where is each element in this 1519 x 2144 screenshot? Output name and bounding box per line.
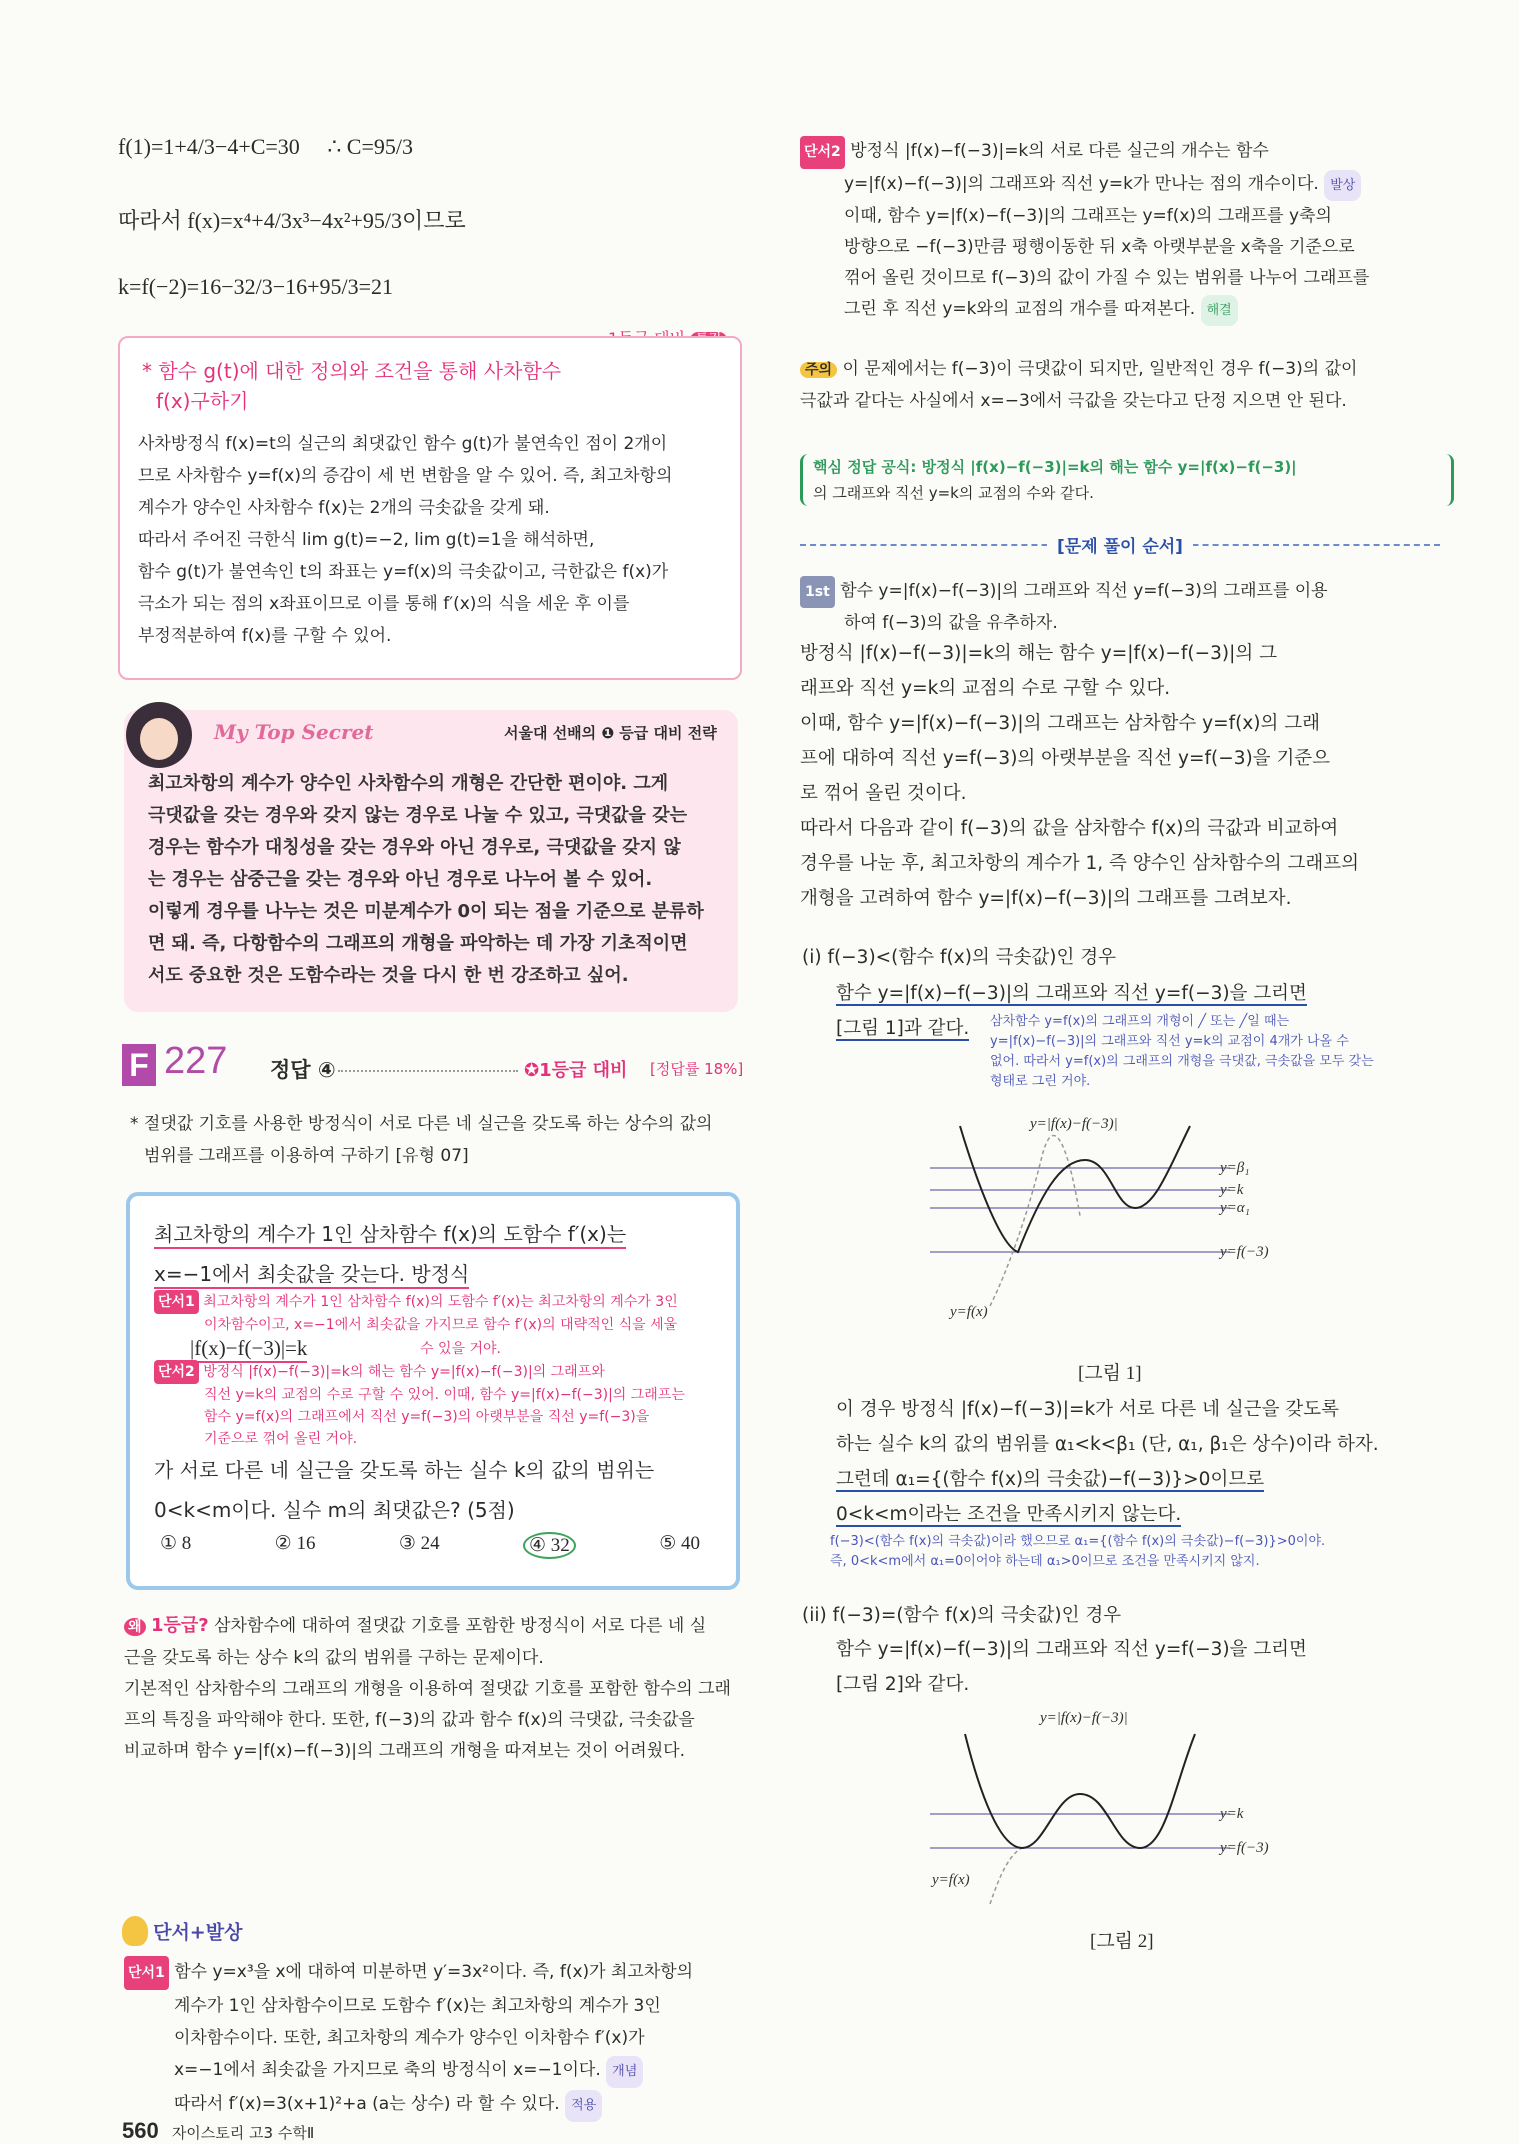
dotted-leader	[338, 1070, 518, 1072]
problem-intro: * 절댓값 기호를 사용한 방정식이 서로 다른 네 실근을 갖도록 하는 상수의 값의 범위를 그래프를 이용하여 구하기 [유형 07]	[130, 1114, 713, 1166]
question-line-2: x=−1에서 최솟값을 갖는다. 방정식	[154, 1258, 469, 1289]
abs-curve	[960, 1126, 1190, 1252]
page-number: 560	[122, 2118, 159, 2143]
secret-subtitle: 서울대 선배의 ❶ 등급 대비 전략	[504, 724, 717, 742]
label-alpha1: y=α₁	[1220, 1200, 1250, 1216]
question-text: 가 서로 다른 네 실근을 갖도록 하는 실수 k의 값의 범위는 0<k<m이다. 실수 m의 최댓값은? (5점)	[154, 1458, 655, 1522]
secret-box	[124, 710, 738, 1012]
case-1-note-2: f(−3)<(함수 f(x)의 극솟값)이라 했으므로 α₁={(함수 f(x)의 극솟값)−f(−3)}>0이야. 즉, 0<k<m에서 α₁=0이어야 하는데 α₁>0이므로 조건을 만족시키지 않지.	[830, 1534, 1326, 1569]
figure-1-caption: [그림 1]	[1078, 1363, 1142, 1384]
figure-1-top-label: y=|f(x)−f(−3)|	[1030, 1116, 1118, 1132]
equation-fx: 따라서 f(x)=x⁴+4/3x³−4x²+95/3이므로	[118, 208, 466, 233]
secret-body: 최고차항의 계수가 양수인 사차함수의 개형은 간단한 편이야. 그게 극댓값을 갖는 경우와 갖지 않는 경우로 나눌 수 있고, 극댓값을 갖는 경우는 함수가 대칭성을 갖는 경우와 아닌 경우로, 극댓값을 갖지 않 는 경우는 삼중근을 갖는 경우와 아닌 경우로 나누어 볼 수 있어. 이렇게 경우를 나누는 것은 미분계수가 0이 되는 점을 기준으로 분류하 면 돼. 즉, 다항함수의 그래프의 개형을 파악하는 데 가장 기초적이면 서도 중요한 것은 도함수라는 것을 다시 한 번 강조하고 싶어.	[148, 773, 704, 986]
why-section: 왜 1등급? 삼차함수에 대하여 절댓값 기호를 포함한 방정식이 서로 다른 네 실 근을 갖도록 하는 상수 k의 값의 범위를 구하는 문제이다. 기본적인 삼차함수의 그래프의 개형을 이용하여 절댓값 기호를 포함한 함수의 그래 프의 특징을 파악해야 한다. 또한, f(−3)의 값과 함수 f(x)의 극댓값, 극솟값을 비교하며 함수 y=|f(x)−f(−3)|의 그래프의 개형을 따져보는 것이 어려웠다.	[124, 1615, 731, 1761]
label-k2: y=k	[1220, 1806, 1244, 1822]
equation-c: f(1)=1+4/3−4+C=30 ∴ C=95/3	[118, 134, 414, 159]
hint-1-cont: 수 있을 거야.	[420, 1341, 501, 1357]
choices	[160, 1532, 700, 1559]
label-f-3-2: y=f(−3)	[1220, 1840, 1269, 1856]
footer	[122, 2118, 314, 2144]
case-1-heading: (i) f(−3)<(함수 f(x)의 극솟값)인 경우	[802, 947, 1116, 968]
equation-k: k=f(−2)=16−32/3−16+95/3=21	[118, 274, 394, 299]
question-box	[126, 1192, 740, 1590]
choice-5[interactable]: ⑤ 40	[659, 1533, 700, 1554]
book-title: 자이스토리 고3 수학Ⅱ	[171, 2124, 315, 2142]
tip-body: 사차방정식 f(x)=t의 실근의 최댓값인 함수 g(t)가 불연속인 점이 2개이 므로 사차함수 y=f(x)의 증감이 세 번 변함을 알 수 있어. 즉, 최고차항의 계수가 양수인 사차함수 f(x)는 2개의 극솟값을 갖게 돼. 따라서 주어진 극한식 lim g(t)=−2, lim g(t)=1을 해석하면, 함수 g(t)가 불연속인 t의 좌표는 y=f(x)의 극솟값이고, 극한값은 f(x)가 극소가 되는 점의 x좌표이므로 이를 통해 f′(x)의 식을 세운 후 이를 부정적분하여 f(x)를 구할 수 있어.	[138, 434, 673, 646]
label-f-3: y=f(−3)	[1220, 1244, 1269, 1260]
case-1-note: 삼차함수 y=f(x)의 그래프의 개형이 ╱ 또는 ╱일 때는 y=|f(x)−f(−3)|의 그래프와 직선 y=k의 교점이 4개가 나올 수 없어. 따라서 y=f(x)의 그래프의 개형을 극댓값, 극솟값을 모두 갖는 형태로 그린 거야.	[990, 1014, 1374, 1089]
solution-step-1: 단서1 함수 y=x³을 x에 대하여 미분하면 y′=3x²이다. 즉, f(x)가 최고차항의 계수가 1인 삼차함수이므로 도함수 f′(x)는 최고차항의 계수가 3인 이차함수이다. 또한, 최고차항의 계수가 양수인 이차함수 f′(x)가 x=−1에서 최솟값을 가지므로 축의 방정식이 x=−1이다. 개념 따라서 f′(x)=3(x+1)²+a (a는 상수) 라 할 수 있다. 적용	[124, 1956, 764, 2122]
choice-4[interactable]: ④ 32	[523, 1532, 576, 1559]
level-badge: ✪1등급 대비	[524, 1060, 628, 1081]
cubic-dashed	[990, 1136, 1080, 1306]
case-1-intro: 함수 y=|f(x)−f(−3)|의 그래프와 직선 y=f(−3)을 그리면 [그림 1]과 같다.	[836, 983, 1307, 1039]
label-beta1: y=β₁	[1220, 1160, 1250, 1176]
question-line-1: 최고차항의 계수가 1인 삼차함수 f(x)의 도함수 f′(x)는	[154, 1218, 626, 1249]
core-formula: 핵심 정답 공식: 방정식 |f(x)−f(−3)|=k의 해는 함수 y=|f(x)−f(−3)| 의 그래프와 직선 y=k의 교점의 수와 같다.	[800, 454, 1454, 506]
hint-2: 단서2 방정식 |f(x)−f(−3)|=k의 해는 함수 y=|f(x)−f(−3)|의 그래프와 직선 y=k의 교점의 수로 구할 수 있어. 이때, 함수 y=|f(x)−f(−3)|의 그래프는 함수 y=f(x)의 그래프에서 직선 y=f(−3)의 아랫부분을 직선 y=f(−3)을 기준으로 꺾어 올린 거야.	[154, 1360, 724, 1450]
label-k: y=k	[1220, 1182, 1244, 1198]
choice-3[interactable]: ③ 24	[398, 1533, 440, 1554]
figure-2-graph	[930, 1724, 1290, 1914]
figure-2-caption: [그림 2]	[1090, 1931, 1154, 1952]
label-fx-2: y=f(x)	[932, 1872, 970, 1888]
correct-rate: [정답률 18%]	[650, 1060, 744, 1078]
case-1-text: 이 경우 방정식 |f(x)−f(−3)|=k가 서로 다른 네 실근을 갖도록 하는 실수 k의 값의 범위를 α₁<k<β₁ (단, α₁, β₁은 상수)이라 하자. 그런데 α₁={(함수 f(x)의 극솟값)−f(−3)}>0이므로 0<k<m이라는 조건을 만족시키지 않는다.	[836, 1399, 1379, 1525]
avatar	[126, 702, 192, 768]
label-fx: y=f(x)	[950, 1304, 988, 1320]
main-body: 방정식 |f(x)−f(−3)|=k의 해는 함수 y=|f(x)−f(−3)|의 그 래프와 직선 y=k의 교점의 수로 구할 수 있다. 이때, 함수 y=|f(x)−f(−3)|의 그래프는 삼차함수 y=f(x)의 그래 프에 대하여 직선 y=f(−3)의 아랫부분을 직선 y=f(−3)을 기준으 로 꺾어 올린 것이다. 따라서 다음과 같이 f(−3)의 값을 삼차함수 f(x)의 극값과 비교하여 경우를 나눈 후, 최고차항의 계수가 1, 즉 양수인 삼차함수의 그래프의 개형을 고려하여 함수 y=|f(x)−f(−3)|의 그래프를 그려보자.	[800, 643, 1359, 909]
tip-box	[118, 336, 742, 680]
choice-1[interactable]: ① 8	[160, 1533, 192, 1554]
question-equation: |f(x)−f(−3)|=k	[190, 1336, 307, 1363]
case-2-heading: (ii) f(−3)=(함수 f(x)의 극솟값)인 경우	[802, 1605, 1122, 1626]
order-divider: [문제 풀이 순서]	[800, 532, 1440, 557]
solve-pill: 해결	[1201, 295, 1238, 326]
figure-1-graph	[930, 1116, 1290, 1326]
secret-title: My Top Secret	[214, 720, 374, 744]
caution-badge: 주의	[800, 362, 837, 378]
hint-1: 단서1 최고차항의 계수가 1인 삼차함수 f(x)의 도함수 f′(x)는 최고차항의 계수가 3인 이차함수이고, x=−1에서 최솟값을 가지므로 함수 f′(x)의 대략적인 식을 세울	[154, 1290, 714, 1336]
caution: 주의 이 문제에서는 f(−3)이 극댓값이 되지만, 일반적인 경우 f(−3)의 값이 극값과 같다는 사실에서 x=−3에서 극값을 갖는다고 단정 지으면 안 된다.	[800, 359, 1358, 411]
choice-2[interactable]: ② 16	[274, 1533, 316, 1554]
concept-pill: 개념	[606, 2056, 643, 2088]
cubic-dashed-2	[990, 1848, 1022, 1904]
case-2-intro: 함수 y=|f(x)−f(−3)|의 그래프와 직선 y=f(−3)을 그리면 [그림 2]와 같다.	[836, 1639, 1307, 1695]
answer-label: 정답 ④	[270, 1058, 336, 1082]
problem-number: 227	[164, 1040, 228, 1082]
lightbulb-icon	[122, 1916, 148, 1946]
idea-pill: 발상	[1324, 170, 1361, 201]
problem-letter: F	[122, 1044, 156, 1086]
figure-2-top-label: y=|f(x)−f(−3)|	[1040, 1710, 1128, 1726]
solution-step-2: 단서2 방정식 |f(x)−f(−3)|=k의 서로 다른 실근의 개수는 함수 y=|f(x)−f(−3)|의 그래프와 직선 y=k가 만나는 점의 개수이다. 발상 이때, 함수 y=|f(x)−f(−3)|의 그래프는 y=f(x)의 그래프를 y축의 방향으로 −f(−3)만큼 평행이동한 뒤 x축 아랫부분을 x축을 기준으로 꺾어 올린 것이므로 f(−3)의 값이 가질 수 있는 범위를 나누어 그래프를 그린 후 직선 y=k와의 교점의 개수를 따져본다. 해결	[800, 136, 1440, 326]
step-1st: 1st 함수 y=|f(x)−f(−3)|의 그래프와 직선 y=f(−3)의 그래프를 이용 하여 f(−3)의 값을 유추하자.	[800, 576, 1440, 638]
tip-title: * 함수 g(t)에 대한 정의와 조건을 통해 사차함수 f(x)구하기	[142, 359, 562, 413]
hint-heading: 단서+발상	[122, 1916, 242, 1946]
apply-pill: 적용	[565, 2090, 602, 2122]
abs-curve-2	[965, 1734, 1195, 1848]
